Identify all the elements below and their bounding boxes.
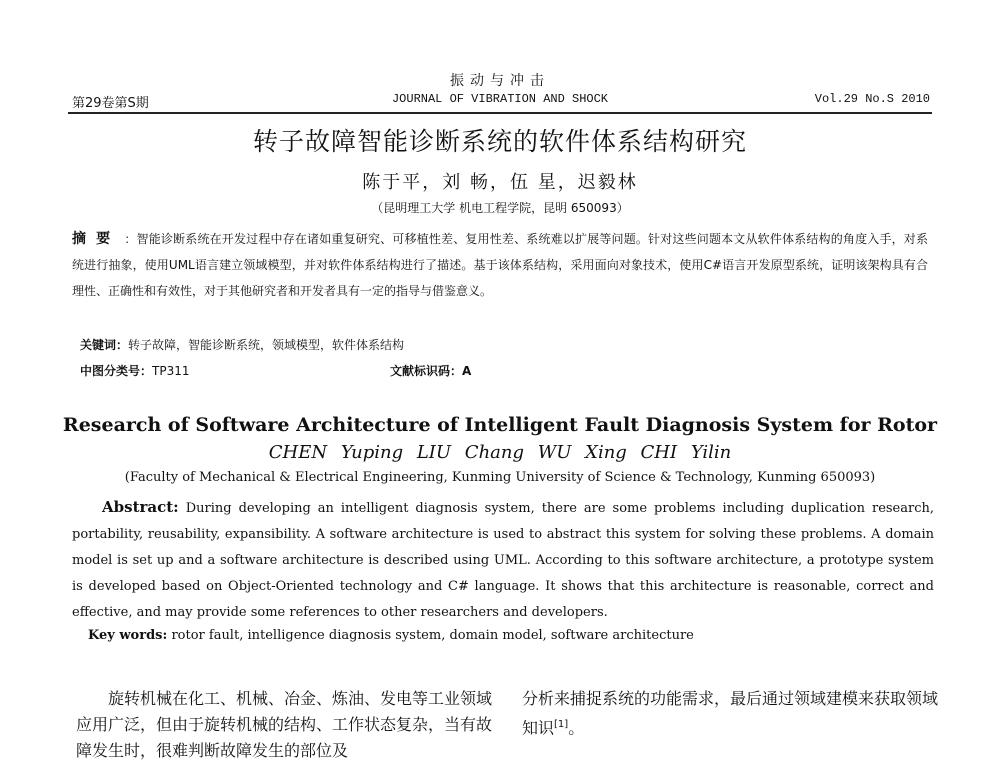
clc-number bbox=[80, 362, 190, 379]
authors-en: CHEN Yuping LIU Chang WU Xing CHI Yilin bbox=[268, 442, 732, 463]
keywords-label-en: Key words: bbox=[88, 628, 168, 643]
clc-value: TP311 bbox=[152, 364, 190, 378]
volume-en: Vol.29 No.S 2010 bbox=[814, 92, 930, 106]
doc-label: 文献标识码： bbox=[390, 364, 463, 378]
keywords-text-en: rotor fault, intelligence diagnosis system, domain model, software architecture bbox=[171, 628, 694, 643]
affiliation-cn: （昆明理工大学 机电工程学院，昆明 650093） bbox=[371, 201, 629, 215]
keywords-en bbox=[88, 628, 694, 643]
body-right-text: 分析来捕捉系统的功能需求，最后通过领域建模来获取领域知识 bbox=[522, 689, 939, 738]
journal-title-en: JOURNAL OF VIBRATION AND SHOCK bbox=[391, 92, 609, 106]
issue-cn: 第29卷第S期 bbox=[72, 96, 149, 111]
header-rule bbox=[68, 112, 932, 114]
document-code bbox=[390, 362, 471, 379]
abstract-text-cn: 智能诊断系统在开发过程中存在诸如重复研究、可移植性差、复用性差、系统难以扩展等问题。针对这些问题本文从软件体系结构的角度入手，对系统进行抽象，使用UML语言建立领域模型，并对软件体系结构进行了描述。基于该体系结构，采用面向对象技术，使用C#语言开发原型系统，证明该架构具有合理性、正确性和有效性，对于其他研究者和开发者具有一定的指导与借鉴意义。 bbox=[72, 232, 928, 298]
keywords-text-cn: 转子故障，智能诊断系统，领域模型，软件体系结构 bbox=[128, 338, 405, 352]
paper-title-cn: 转子故障智能诊断系统的软件体系结构研究 bbox=[252, 127, 747, 156]
keywords-cn bbox=[80, 336, 404, 353]
authors-cn: 陈于平，刘 畅，伍 星，迟毅林 bbox=[362, 172, 638, 193]
keywords-label-cn: 关键词： bbox=[80, 338, 129, 352]
abstract-label-cn: 摘要 bbox=[72, 231, 121, 247]
abstract-cn: 摘要 ：智能诊断系统在开发过程中存在诸如重复研究、可移植性差、复用性差、系统难以扩展等问题。针对这些问题本文从软件体系结构的角度入手，对系统进行抽象，使用UML语言建立领域模型，并对软件体系结构进行了描述。基于该体系结构，采用面向对象技术，使用C#语言开发原型系统，证明该架构具有合理性、正确性和有效性，对于其他研究者和开发者具有一定的指导与借鉴意义。 bbox=[72, 231, 928, 298]
body-column-left: 旋转机械在化工、机械、冶金、炼油、发电等工业领域应用广泛，但由于旋转机械的结构、工作状态复杂，当有故障发生时，很难判断故障发生的部位及 bbox=[76, 689, 493, 760]
journal-title-cn: 振动与冲击 bbox=[450, 73, 550, 89]
body-column-right bbox=[522, 686, 942, 741]
citation-ref[interactable]: [1] bbox=[554, 719, 569, 730]
clc-label: 中图分类号： bbox=[80, 364, 153, 378]
abstract-text-en: During developing an intelligent diagnosis system, there are some problems including duplication research, portability, reusability, expansibility. A software architecture is used to abstract this system for solving these problems. A domain model is set up and a software architecture is described using UML. According to this software architecture, a prototype system is developed based on Object-Oriented technology and C# language. It shows that this architecture is reasonable, correct and effective, and may provide some references to other researchers and developers. bbox=[72, 501, 934, 620]
abstract-label-en: Abstract: bbox=[102, 498, 179, 516]
body-right-end: 。 bbox=[568, 718, 585, 738]
abstract-en bbox=[72, 494, 934, 626]
paper-title-en: Research of Software Architecture of Intelligent Fault Diagnosis System for Rotor bbox=[62, 414, 938, 436]
doc-value: A bbox=[462, 364, 472, 378]
affiliation-en: (Faculty of Mechanical & Electrical Engineering, Kunming University of Science & Technology, Kunming 650093) bbox=[124, 470, 876, 485]
